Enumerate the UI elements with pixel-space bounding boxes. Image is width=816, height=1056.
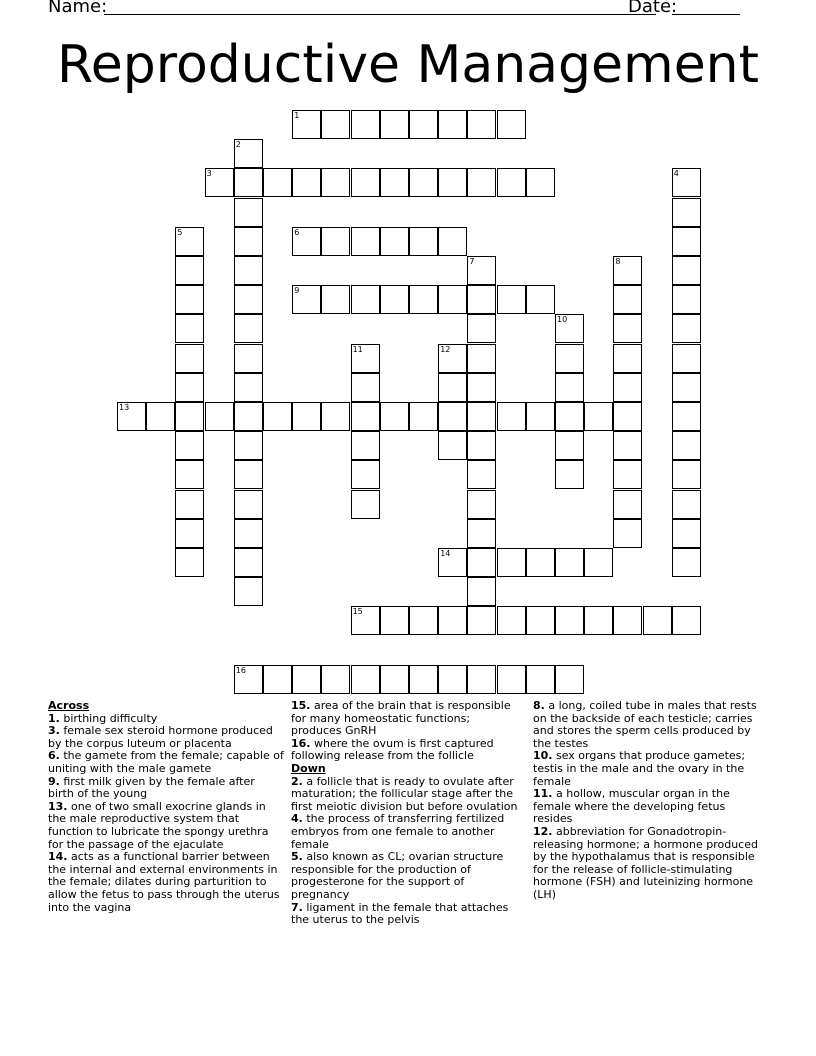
grid-cell[interactable]	[351, 285, 380, 314]
grid-cell[interactable]	[467, 665, 496, 694]
clue-item-number: 13.	[48, 799, 68, 813]
page-title: Reproductive Management	[56, 35, 760, 95]
clue-item-number: 3.	[48, 724, 60, 738]
grid-cell[interactable]	[467, 344, 496, 373]
grid-cell[interactable]	[234, 577, 263, 606]
grid-cell[interactable]	[438, 373, 467, 402]
clue-item: 6. the gamete from the female; capable of uniting with the male gamete	[48, 749, 284, 775]
grid-cell[interactable]	[555, 665, 584, 694]
grid-cell[interactable]	[409, 110, 438, 139]
grid-cell[interactable]	[672, 402, 701, 431]
grid-cell[interactable]	[234, 519, 263, 548]
grid-cell[interactable]	[351, 402, 380, 431]
clue-item: 14. acts as a functional barrier between the internal and external environments in the female; dilates during parturition to allow the fetus to pass through the uterus into the vagina	[48, 850, 280, 914]
grid-cell[interactable]	[555, 548, 584, 577]
grid-cell[interactable]	[234, 168, 263, 197]
grid-cell[interactable]	[351, 431, 380, 460]
grid-cell[interactable]	[175, 344, 204, 373]
grid-cell[interactable]	[234, 490, 263, 519]
grid-cell[interactable]	[555, 460, 584, 489]
clue-number: 11	[352, 344, 363, 354]
clue-section-heading: Down	[291, 761, 326, 775]
grid-cell[interactable]	[351, 227, 380, 256]
grid-cell[interactable]	[438, 665, 467, 694]
grid-cell[interactable]	[175, 548, 204, 577]
grid-cell[interactable]	[672, 606, 701, 635]
grid-cell[interactable]	[321, 168, 350, 197]
clue-item: 4. the process of transferring fertilized embryos from one female to another female	[291, 812, 505, 851]
clue-item: 16. where the ovum is first captured following release from the follicle	[291, 736, 494, 763]
grid-cell[interactable]	[613, 314, 642, 343]
grid-cell[interactable]	[467, 402, 496, 431]
clue-item-number: 10.	[533, 749, 553, 763]
grid-cell[interactable]	[497, 548, 526, 577]
clue-number: 7	[469, 257, 475, 266]
clues-column-2	[291, 700, 523, 927]
grid-cell[interactable]	[555, 373, 584, 402]
clues-column-1	[48, 700, 284, 914]
grid-cell[interactable]	[409, 227, 438, 256]
grid-cell[interactable]	[555, 344, 584, 373]
grid-cell[interactable]	[234, 548, 263, 577]
grid-cell[interactable]	[497, 665, 526, 694]
grid-cell[interactable]	[234, 431, 263, 460]
date-label: Date:	[628, 0, 678, 17]
grid-cell[interactable]	[409, 285, 438, 314]
grid-cell[interactable]	[672, 198, 701, 227]
grid-cell[interactable]	[526, 168, 555, 197]
clue-item: 12. abbreviation for Gonadotropin-releasing hormone; a hormone produced by the hypothalamus that is responsible for the release of follicle-stimulating hormone (FSH) and luteinizing hormone (LH)	[533, 824, 758, 901]
clue-number: 16	[235, 665, 246, 675]
clue-number: 2	[235, 140, 241, 150]
grid-cell[interactable]	[263, 402, 292, 431]
grid-cell[interactable]	[467, 314, 496, 343]
clue-item-number: 11.	[533, 787, 553, 801]
grid-cell[interactable]	[351, 665, 380, 694]
grid-cell[interactable]	[175, 314, 204, 343]
grid-cell[interactable]	[351, 373, 380, 402]
grid-cell[interactable]	[409, 168, 438, 197]
grid-cell[interactable]	[467, 110, 496, 139]
grid-cell[interactable]	[613, 519, 642, 548]
clue-item-number: 15.	[291, 699, 311, 712]
grid-cell[interactable]	[292, 402, 321, 431]
clue-item-number: 16.	[291, 736, 311, 750]
grid-cell[interactable]	[438, 285, 467, 314]
grid-cell[interactable]	[643, 606, 672, 635]
grid-cell[interactable]	[497, 110, 526, 139]
grid-cell[interactable]	[438, 110, 467, 139]
clue-number: 14	[440, 549, 451, 558]
grid-cell[interactable]	[380, 227, 409, 256]
grid-cell[interactable]	[321, 402, 350, 431]
grid-cell[interactable]	[175, 373, 204, 402]
grid-cell[interactable]	[467, 606, 496, 635]
clue-item-number: 7.	[291, 900, 303, 914]
clue-number: 6	[294, 227, 300, 237]
clue-item-number: 12.	[533, 824, 553, 838]
clue-number: 4	[673, 169, 679, 179]
grid-cell[interactable]	[380, 665, 409, 694]
clue-item: 11. a hollow, muscular organ in the female where the developing fetus resides	[533, 787, 730, 826]
clue-item: 13. one of two small exocrine glands in the male reproductive system that function to lubricate the spongy urethra for the passage of the ejaculate	[48, 799, 269, 851]
grid-cell[interactable]	[672, 431, 701, 460]
grid-cell[interactable]	[234, 198, 263, 227]
grid-cell[interactable]	[613, 490, 642, 519]
name-label: Name:	[48, 0, 108, 17]
grid-cell[interactable]	[175, 460, 204, 489]
grid-cell[interactable]	[321, 227, 350, 256]
grid-cell[interactable]	[321, 110, 350, 139]
clue-number: 9	[294, 286, 300, 296]
clue-item-number: 8.	[533, 699, 545, 712]
grid-cell[interactable]	[467, 373, 496, 402]
grid-cell[interactable]	[672, 490, 701, 519]
grid-cell[interactable]	[175, 519, 204, 548]
grid-cell[interactable]	[555, 606, 584, 635]
grid-cell[interactable]	[526, 606, 555, 635]
grid-cell[interactable]	[672, 227, 701, 256]
grid-cell[interactable]	[526, 402, 555, 431]
grid-cell[interactable]	[380, 168, 409, 197]
grid-cell[interactable]	[526, 665, 555, 694]
grid-cell[interactable]	[672, 373, 701, 402]
clue-number: 15	[352, 607, 363, 617]
grid-cell[interactable]	[584, 402, 613, 431]
grid-cell[interactable]	[672, 256, 701, 285]
clue-item-number: 14.	[48, 850, 68, 864]
grid-cell[interactable]	[467, 460, 496, 489]
grid-cell[interactable]	[467, 168, 496, 197]
grid-cell[interactable]	[380, 285, 409, 314]
grid-cell[interactable]	[497, 285, 526, 314]
grid-cell[interactable]	[467, 548, 496, 577]
grid-cell[interactable]	[584, 548, 613, 577]
grid-cell[interactable]	[234, 344, 263, 373]
grid-cell[interactable]	[438, 431, 467, 460]
grid-cell[interactable]	[467, 490, 496, 519]
clue-item: 7. ligament in the female that attaches the uterus to the pelvis	[291, 900, 509, 927]
clue-item-number: 9.	[48, 774, 60, 788]
grid-cell[interactable]	[467, 285, 496, 314]
clue-item: 9. first milk given by the female after birth of the young	[48, 774, 255, 801]
clues-column-3	[533, 700, 765, 902]
grid-cell[interactable]	[175, 402, 204, 431]
clue-number: 1	[294, 111, 300, 120]
clue-number: 10	[557, 315, 568, 325]
clue-item: 10. sex organs that produce gametes; testis in the male and the ovary in the female	[533, 749, 746, 788]
grid-cell[interactable]	[526, 285, 555, 314]
grid-cell[interactable]	[613, 285, 642, 314]
grid-cell[interactable]	[321, 285, 350, 314]
grid-cell[interactable]	[263, 168, 292, 197]
grid-cell[interactable]	[234, 285, 263, 314]
grid-cell[interactable]	[555, 402, 584, 431]
grid-cell[interactable]	[672, 519, 701, 548]
clue-item: 2. a follicle that is ready to ovulate after maturation; the follicular stage after the first meiotic division but before ovulation	[291, 774, 518, 813]
grid-cell[interactable]	[351, 110, 380, 139]
grid-cell[interactable]	[613, 402, 642, 431]
clue-number: 5	[177, 227, 183, 237]
clue-item-number: 5.	[291, 850, 303, 864]
grid-cell[interactable]	[555, 431, 584, 460]
grid-cell[interactable]	[467, 577, 496, 606]
grid-cell[interactable]	[467, 431, 496, 460]
grid-cell[interactable]	[146, 402, 175, 431]
clue-item: 15. area of the brain that is responsible for many homeostatic functions; produces GnRH	[291, 699, 511, 738]
grid-cell[interactable]	[321, 665, 350, 694]
grid-cell[interactable]	[438, 402, 467, 431]
grid-cell[interactable]	[351, 460, 380, 489]
grid-cell[interactable]	[409, 606, 438, 635]
grid-cell[interactable]	[292, 665, 321, 694]
grid-cell[interactable]	[263, 665, 292, 694]
grid-cell[interactable]	[497, 402, 526, 431]
grid-cell[interactable]	[234, 402, 263, 431]
grid-cell[interactable]	[672, 344, 701, 373]
grid-cell[interactable]	[613, 606, 642, 635]
grid-cell[interactable]	[234, 373, 263, 402]
grid-cell[interactable]	[613, 460, 642, 489]
grid-cell[interactable]	[380, 110, 409, 139]
grid-cell[interactable]	[438, 168, 467, 197]
clue-item-number: 6.	[48, 749, 60, 763]
grid-cell[interactable]	[613, 344, 642, 373]
grid-cell[interactable]	[175, 256, 204, 285]
grid-cell[interactable]	[672, 548, 701, 577]
grid-cell[interactable]	[613, 373, 642, 402]
grid-cell[interactable]	[175, 431, 204, 460]
grid-cell[interactable]	[584, 606, 613, 635]
grid-cell[interactable]	[672, 285, 701, 314]
grid-cell[interactable]	[438, 227, 467, 256]
grid-cell[interactable]	[672, 460, 701, 489]
grid-cell[interactable]	[409, 402, 438, 431]
grid-cell[interactable]	[409, 665, 438, 694]
grid-cell[interactable]	[497, 606, 526, 635]
grid-cell[interactable]	[234, 227, 263, 256]
clue-number: 12	[440, 344, 451, 354]
grid-cell[interactable]	[234, 314, 263, 343]
grid-cell[interactable]	[351, 490, 380, 519]
clue-item-number: 2.	[291, 774, 303, 788]
grid-cell[interactable]	[672, 314, 701, 343]
grid-cell[interactable]	[234, 256, 263, 285]
grid-cell[interactable]	[613, 431, 642, 460]
clue-number: 13	[119, 403, 130, 412]
grid-cell[interactable]	[380, 606, 409, 635]
clue-item-number: 1.	[48, 711, 60, 725]
grid-cell[interactable]	[497, 168, 526, 197]
clue-number: 3	[206, 169, 212, 179]
grid-cell[interactable]	[175, 285, 204, 314]
grid-cell[interactable]	[205, 402, 234, 431]
grid-cell[interactable]	[175, 490, 204, 519]
grid-cell[interactable]	[351, 168, 380, 197]
clue-item: 1. birthing difficulty	[48, 711, 158, 725]
grid-cell[interactable]	[380, 402, 409, 431]
clue-item-number: 4.	[291, 812, 303, 826]
grid-cell[interactable]	[526, 548, 555, 577]
clue-item: 8. a long, coiled tube in males that rests on the backside of each testicle; carries and stores the sperm cells produced by the testes	[533, 699, 757, 750]
grid-cell[interactable]	[292, 168, 321, 197]
clue-item: 5. also known as CL; ovarian structure responsible for the production of progesterone for the support of pregnancy	[291, 850, 504, 901]
clue-number: 8	[615, 257, 621, 266]
grid-cell[interactable]	[234, 460, 263, 489]
clue-item: 3. female sex steroid hormone produced by the corpus luteum or placenta	[48, 724, 273, 750]
clue-section-heading: Across	[48, 699, 90, 712]
grid-cell[interactable]	[438, 606, 467, 635]
grid-cell[interactable]	[467, 519, 496, 548]
